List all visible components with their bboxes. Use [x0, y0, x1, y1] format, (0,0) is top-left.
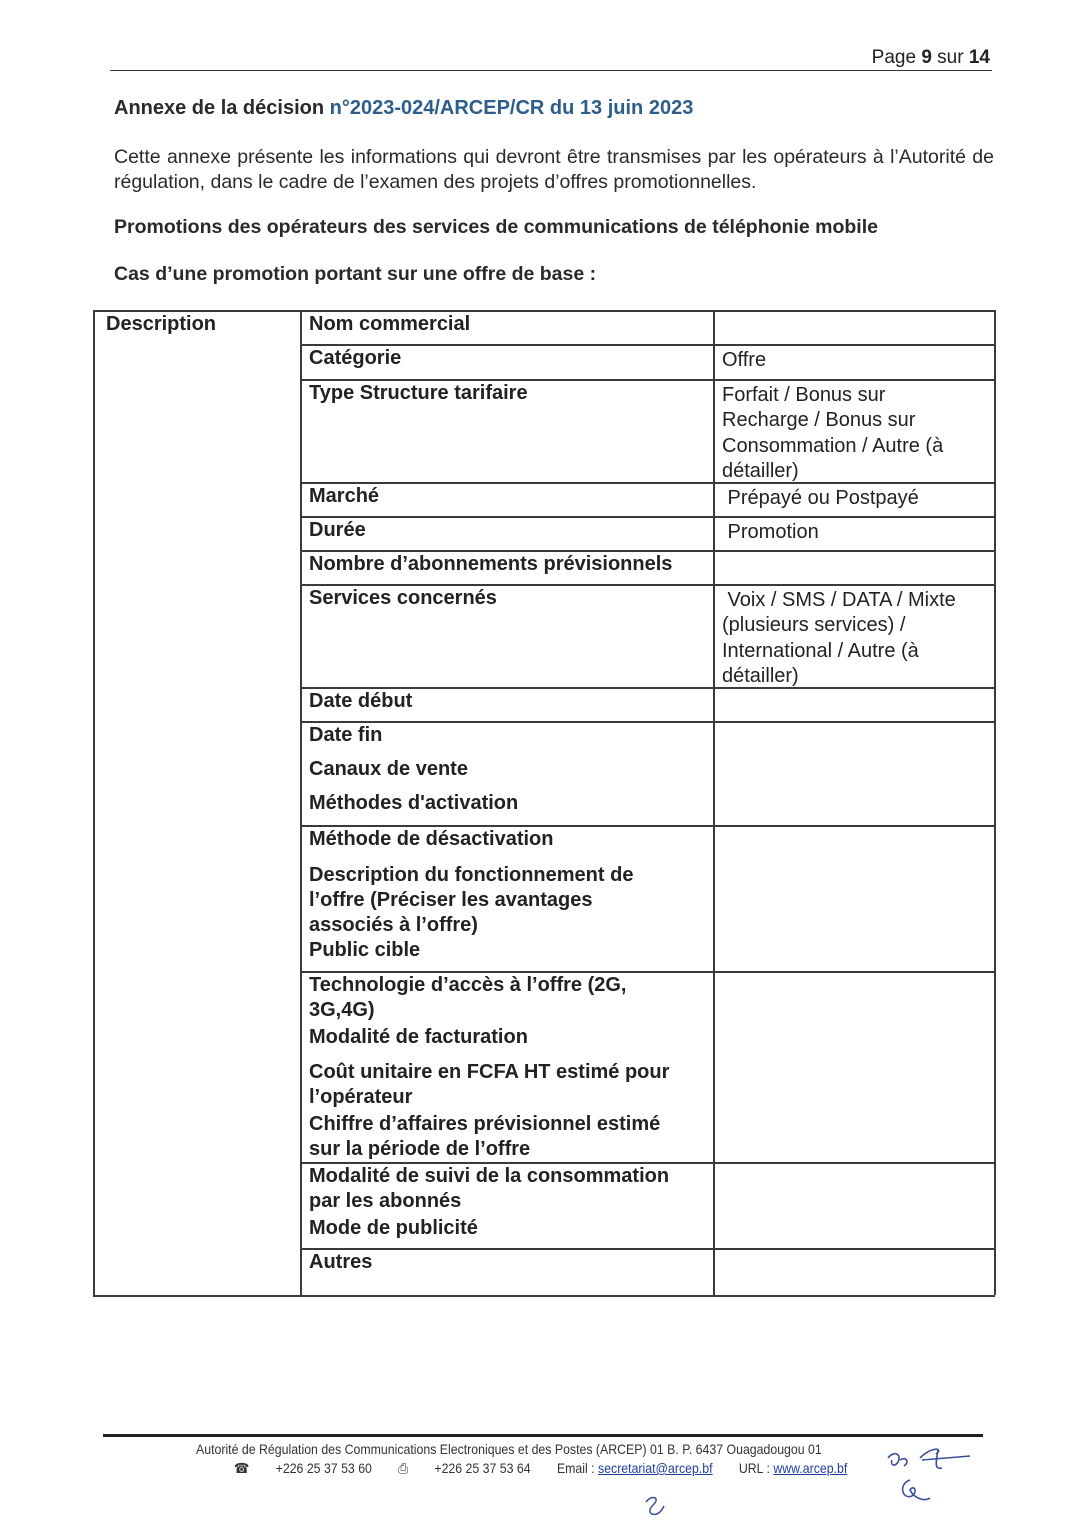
row-label: Coût unitaire en FCFA HT estimé pour: [309, 1061, 670, 1083]
annex-title: [114, 97, 693, 120]
row-label: Public cible: [309, 939, 421, 961]
row-label: Modalité de facturation: [309, 1026, 528, 1048]
handwritten-mark: [640, 1490, 670, 1520]
row-value: (plusieurs services) /: [722, 614, 906, 637]
page-mid: sur: [937, 47, 964, 68]
email-label: Email :: [556, 1460, 595, 1476]
row-label: Marché: [309, 485, 380, 507]
row-label: par les abonnés: [309, 1190, 462, 1212]
row-label: 3G,4G): [309, 999, 375, 1021]
table-border: [300, 721, 995, 723]
url-label: URL :: [738, 1460, 770, 1476]
row-value: Offre: [722, 349, 767, 371]
annex-title-prefix: Annexe de la décision: [114, 97, 330, 119]
phone-number: +226 25 37 53 60: [275, 1460, 372, 1476]
row-label: Nom commercial: [309, 313, 471, 335]
row-label: Méthode de désactivation: [309, 828, 554, 850]
row-label: Mode de publicité: [309, 1217, 478, 1239]
table-border: [994, 310, 996, 1295]
row-label: Type Structure tarifaire: [309, 382, 528, 404]
row-label: Canaux de vente: [309, 758, 468, 780]
fax-contact: [398, 1460, 530, 1476]
table-border: [93, 310, 995, 312]
table-border: [93, 310, 95, 1295]
row-label: Date fin: [309, 724, 383, 746]
table-border: [300, 310, 302, 1295]
row-label: Chiffre d’affaires prévisionnel estimé: [309, 1113, 661, 1135]
footer-rule: [103, 1434, 983, 1437]
fax-number: +226 25 37 53 64: [434, 1460, 531, 1476]
row-label: Durée: [309, 519, 366, 541]
decision-reference: n°2023-024/ARCEP/CR du 13 juin 2023: [329, 97, 694, 119]
row-value: détailler): [722, 665, 799, 688]
section-title: Promotions des opérateurs des services de communications de téléphonie mobile: [114, 216, 878, 238]
row-value: International / Autre (à: [722, 639, 919, 662]
email-link[interactable]: secretariat@arcep.bf: [598, 1460, 713, 1476]
row-label: Nombre d’abonnements prévisionnels: [309, 553, 673, 575]
table-border: [93, 1295, 995, 1297]
table-border: [300, 516, 995, 518]
url-contact: [739, 1460, 847, 1476]
row-value: Forfait / Bonus sur: [722, 384, 886, 406]
handwritten-initials: [880, 1440, 980, 1520]
row-label: sur la période de l’offre: [309, 1138, 531, 1160]
row-value: Prépayé ou Postpayé: [722, 487, 919, 509]
footer-contacts: [234, 1460, 870, 1477]
url-link[interactable]: www.arcep.bf: [773, 1460, 848, 1476]
row-label: Méthodes d'activation: [309, 792, 519, 814]
page-number: [790, 47, 990, 69]
row-value: Voix / SMS / DATA / Mixte: [722, 589, 956, 611]
row-value: Consommation / Autre (à: [722, 434, 944, 457]
table-border: [300, 344, 995, 346]
row-label: l’offre (Préciser les avantages: [309, 889, 593, 911]
description-header: Description: [106, 313, 217, 335]
row-label: Autres: [309, 1251, 373, 1273]
case-title: Cas d’une promotion portant sur une offre de base :: [114, 263, 597, 285]
row-label: Services concernés: [309, 587, 497, 609]
row-label: l’opérateur: [309, 1086, 413, 1108]
row-label: Technologie d’accès à l’offre (2G,: [309, 974, 627, 996]
table-border: [300, 482, 995, 484]
page-prefix: Page: [871, 47, 917, 68]
footer-address: Autorité de Régulation des Communications Electroniques et des Postes (ARCEP) 01 B. P. 6437 Ouagadougou 01: [196, 1441, 822, 1457]
row-label: associés à l’offre): [309, 914, 478, 936]
row-label: Date début: [309, 690, 413, 712]
row-value: Recharge / Bonus sur: [722, 409, 916, 432]
phone-icon: ☎: [234, 1460, 253, 1476]
row-label: Catégorie: [309, 347, 402, 369]
page-total: 14: [968, 47, 990, 68]
intro-paragraph: Cette annexe présente les informations qui devront être transmises par les opérateurs à l’Autorité de régulation, dans le cadre de l’examen des projets d’offres promotionnelles.: [114, 146, 994, 193]
table-border: [713, 310, 715, 1295]
email-contact: [557, 1460, 713, 1476]
header-rule: [110, 70, 992, 71]
row-label: Modalité de suivi de la consommation: [309, 1165, 670, 1187]
row-value: détailler): [722, 460, 799, 483]
fax-icon: ⎙: [398, 1460, 412, 1476]
table-border: [300, 1248, 995, 1250]
phone-contact: [234, 1460, 372, 1476]
row-label: Description du fonctionnement de: [309, 864, 634, 886]
page-current: 9: [921, 47, 932, 68]
row-value: Promotion: [722, 521, 819, 543]
